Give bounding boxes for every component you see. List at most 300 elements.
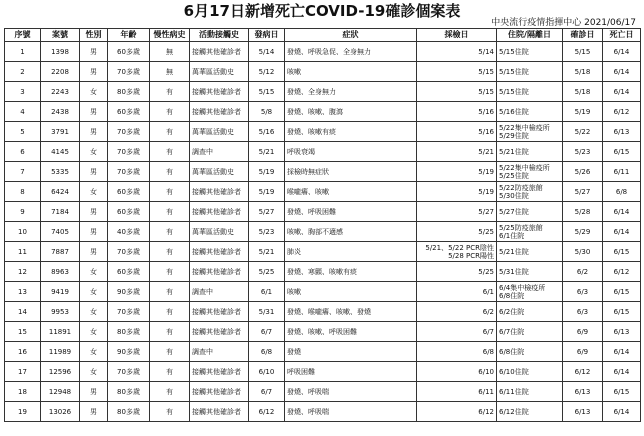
- cell-chronic: 有: [150, 402, 190, 422]
- cell-test: [417, 262, 497, 282]
- cell-test: [417, 302, 497, 322]
- cell-onset: 5/12: [249, 62, 285, 82]
- cell-death: 6/14: [603, 202, 641, 222]
- cell-test: [417, 162, 497, 182]
- cell-symptom: [285, 302, 417, 322]
- cell-symptom-line: 採檢時無症狀: [287, 167, 329, 176]
- cell-admit: [497, 282, 563, 302]
- cell-sex: 男: [80, 382, 108, 402]
- cell-symptom: [285, 262, 417, 282]
- cell-test: [417, 62, 497, 82]
- cell-case: 9953: [41, 302, 80, 322]
- cell-admit-line: 6/2住院: [499, 307, 525, 316]
- cell-age: 40多歲: [108, 222, 150, 242]
- cell-case: 7184: [41, 202, 80, 222]
- cell-case: 13026: [41, 402, 80, 422]
- cell-admit-line: 6/8住院: [499, 347, 525, 356]
- cell-seq: 12: [5, 262, 41, 282]
- header-col-sex: 性別: [80, 29, 108, 42]
- cell-age: 60多歲: [108, 262, 150, 282]
- cell-seq: 13: [5, 282, 41, 302]
- cell-confirm: 6/12: [563, 362, 603, 382]
- cell-chronic: 有: [150, 362, 190, 382]
- header-col-confirm: 確診日: [563, 29, 603, 42]
- cell-chronic: 有: [150, 282, 190, 302]
- cell-symptom: [285, 242, 417, 262]
- cell-sex: 女: [80, 362, 108, 382]
- table-row: [5, 162, 641, 182]
- cell-age: 70多歲: [108, 122, 150, 142]
- cell-symptom-line: 發燒、呼吸喘: [287, 387, 329, 396]
- cell-test-line: 5/16: [478, 127, 494, 136]
- table-row: [5, 62, 641, 82]
- cell-sex: 男: [80, 42, 108, 62]
- cell-symptom-line: 呼吸衰竭: [287, 147, 315, 156]
- cell-case: 11989: [41, 342, 80, 362]
- table-row: [5, 382, 641, 402]
- cell-test-line: 5/21: [478, 147, 494, 156]
- cell-test: [417, 202, 497, 222]
- cell-chronic: 有: [150, 302, 190, 322]
- cell-sex: 男: [80, 62, 108, 82]
- cell-admit-line: 5/22集中檢疫所: [499, 163, 550, 172]
- cell-test: [417, 122, 497, 142]
- cell-symptom-line: 咳嗽: [287, 287, 301, 296]
- cell-test-line: 5/19: [478, 167, 494, 176]
- cell-symptom-line: 發燒、喉嚨癢、咳嗽、發燒: [287, 307, 371, 316]
- cell-sex: 女: [80, 282, 108, 302]
- cell-confirm: 6/9: [563, 342, 603, 362]
- cell-death: 6/15: [603, 382, 641, 402]
- cell-symptom-line: 發燒、咳嗽、腹瀉: [287, 107, 343, 116]
- cell-test-line: 6/11: [478, 387, 494, 396]
- cell-admit: [497, 102, 563, 122]
- cell-chronic: 有: [150, 122, 190, 142]
- cell-case: 4145: [41, 142, 80, 162]
- cell-chronic: 有: [150, 142, 190, 162]
- cell-admit-line: 5/21住院: [499, 147, 529, 156]
- cell-death: 6/14: [603, 362, 641, 382]
- cell-admit-line: 5/29住院: [499, 131, 529, 140]
- cell-admit-line: 5/22防疫旅館: [499, 183, 543, 192]
- cell-chronic: 有: [150, 322, 190, 342]
- cell-case: 1398: [41, 42, 80, 62]
- cell-contact: 調查中: [190, 282, 249, 302]
- cell-test: [417, 382, 497, 402]
- cell-contact: 調查中: [190, 342, 249, 362]
- cell-onset: 5/31: [249, 302, 285, 322]
- cell-confirm: 5/18: [563, 82, 603, 102]
- cell-chronic: 有: [150, 102, 190, 122]
- header-col-chronic: 慢性病史: [150, 29, 190, 42]
- cell-seq: 14: [5, 302, 41, 322]
- cell-admit: [497, 322, 563, 342]
- table-row: [5, 202, 641, 222]
- cell-onset: 5/16: [249, 122, 285, 142]
- cell-death: 6/15: [603, 282, 641, 302]
- cell-confirm: 6/2: [563, 262, 603, 282]
- cell-age: 70多歲: [108, 142, 150, 162]
- cell-onset: 5/8: [249, 102, 285, 122]
- cell-test: [417, 342, 497, 362]
- cell-sex: 男: [80, 402, 108, 422]
- cell-onset: 5/19: [249, 162, 285, 182]
- cell-confirm: 6/3: [563, 282, 603, 302]
- cell-contact: 接觸其他確診者: [190, 302, 249, 322]
- cell-symptom-line: 發燒、咳嗽有痰: [287, 127, 336, 136]
- cell-death: 6/14: [603, 342, 641, 362]
- cell-contact: 接觸其他確診者: [190, 42, 249, 62]
- cell-symptom-line: 發燒、呼吸困難: [287, 207, 336, 216]
- cell-age: 70多歲: [108, 162, 150, 182]
- cell-confirm: 6/13: [563, 402, 603, 422]
- cell-contact: 萬華區活動史: [190, 62, 249, 82]
- cell-admit: [497, 382, 563, 402]
- cell-contact: 接觸其他確診者: [190, 362, 249, 382]
- cell-admit-line: 5/15住院: [499, 67, 529, 76]
- cell-chronic: 有: [150, 162, 190, 182]
- cell-seq: 3: [5, 82, 41, 102]
- table-row: [5, 182, 641, 202]
- cell-case: 2208: [41, 62, 80, 82]
- cell-test-line: 6/10: [478, 367, 494, 376]
- cell-death: 6/14: [603, 402, 641, 422]
- cell-symptom: [285, 282, 417, 302]
- cell-onset: 5/14: [249, 42, 285, 62]
- cell-admit-line: 6/4集中檢疫所: [499, 283, 546, 292]
- cell-confirm: 5/15: [563, 42, 603, 62]
- header-row: [5, 29, 641, 42]
- cell-admit: [497, 62, 563, 82]
- cell-symptom-line: 咳嗽、胸部不適感: [287, 227, 343, 236]
- table-row: [5, 402, 641, 422]
- cell-test: [417, 42, 497, 62]
- cell-admit-line: 6/8住院: [499, 291, 525, 300]
- cell-onset: 6/1: [249, 282, 285, 302]
- cell-death: 6/12: [603, 262, 641, 282]
- cell-admit-line: 5/31住院: [499, 267, 529, 276]
- cell-admit: [497, 42, 563, 62]
- cell-test: [417, 142, 497, 162]
- cell-case: 3791: [41, 122, 80, 142]
- cell-symptom-line: 呼吸困難: [287, 367, 315, 376]
- cell-onset: 5/21: [249, 242, 285, 262]
- cell-case: 8963: [41, 262, 80, 282]
- cell-chronic: 有: [150, 202, 190, 222]
- cell-sex: 男: [80, 222, 108, 242]
- table-row: [5, 302, 641, 322]
- cell-case: 12948: [41, 382, 80, 402]
- cell-contact: 接觸其他確診者: [190, 242, 249, 262]
- cell-case: 9419: [41, 282, 80, 302]
- header-col-test: 採檢日: [417, 29, 497, 42]
- cell-admit: [497, 342, 563, 362]
- cell-admit: [497, 222, 563, 242]
- case-table: [4, 28, 641, 422]
- cell-age: 70多歲: [108, 362, 150, 382]
- cell-symptom-line: 肺炎: [287, 247, 301, 256]
- cell-seq: 8: [5, 182, 41, 202]
- cell-admit-line: 5/16住院: [499, 107, 529, 116]
- cell-admit: [497, 162, 563, 182]
- cell-symptom: [285, 362, 417, 382]
- cell-test-line: 6/8: [482, 347, 494, 356]
- cell-admit: [497, 242, 563, 262]
- cell-admit-line: 5/15住院: [499, 87, 529, 96]
- table-row: [5, 222, 641, 242]
- cell-contact: 接觸其他確診者: [190, 322, 249, 342]
- cell-admit: [497, 182, 563, 202]
- cell-death: 6/8: [603, 182, 641, 202]
- cell-test: [417, 362, 497, 382]
- cell-test: [417, 282, 497, 302]
- cell-symptom-line: 發燒: [287, 347, 301, 356]
- cell-symptom-line: 發燒、咳嗽、呼吸困難: [287, 327, 357, 336]
- cell-symptom: [285, 402, 417, 422]
- cell-test-line: 5/28 PCR陽性: [448, 251, 494, 260]
- table-row: [5, 362, 641, 382]
- cell-death: 6/13: [603, 122, 641, 142]
- cell-onset: 6/8: [249, 342, 285, 362]
- cell-admit: [497, 302, 563, 322]
- cell-death: 6/14: [603, 82, 641, 102]
- cell-contact: 接觸其他確診者: [190, 262, 249, 282]
- cell-test-line: 5/15: [478, 87, 494, 96]
- cell-seq: 11: [5, 242, 41, 262]
- cell-test-line: 5/15: [478, 67, 494, 76]
- cell-seq: 10: [5, 222, 41, 242]
- cell-death: 6/15: [603, 142, 641, 162]
- header-col-age: 年齡: [108, 29, 150, 42]
- cell-symptom: [285, 342, 417, 362]
- cell-test-line: 6/1: [482, 287, 494, 296]
- cell-seq: 1: [5, 42, 41, 62]
- cell-sex: 女: [80, 142, 108, 162]
- cell-confirm: 5/29: [563, 222, 603, 242]
- cell-case: 6424: [41, 182, 80, 202]
- cell-admit: [497, 262, 563, 282]
- cell-admit-line: 6/10住院: [499, 367, 529, 376]
- cell-seq: 18: [5, 382, 41, 402]
- cell-death: 6/14: [603, 42, 641, 62]
- cell-seq: 6: [5, 142, 41, 162]
- cell-chronic: 有: [150, 342, 190, 362]
- cell-symptom: [285, 142, 417, 162]
- cell-sex: 男: [80, 122, 108, 142]
- cell-death: 6/14: [603, 222, 641, 242]
- cell-case: 7405: [41, 222, 80, 242]
- cell-admit-line: 5/25住院: [499, 171, 529, 180]
- cell-test: [417, 82, 497, 102]
- cell-confirm: 5/18: [563, 62, 603, 82]
- cell-sex: 女: [80, 322, 108, 342]
- cell-symptom: [285, 102, 417, 122]
- cell-seq: 2: [5, 62, 41, 82]
- cell-admit-line: 6/12住院: [499, 407, 529, 416]
- cell-seq: 9: [5, 202, 41, 222]
- cell-age: 80多歲: [108, 382, 150, 402]
- cell-age: 70多歲: [108, 302, 150, 322]
- cell-confirm: 6/9: [563, 322, 603, 342]
- cell-sex: 女: [80, 182, 108, 202]
- cell-test-line: 6/12: [478, 407, 494, 416]
- cell-sex: 女: [80, 342, 108, 362]
- cell-contact: 調查中: [190, 142, 249, 162]
- cell-admit-line: 6/7住院: [499, 327, 525, 336]
- table-row: [5, 142, 641, 162]
- cell-admit: [497, 402, 563, 422]
- cell-age: 80多歲: [108, 322, 150, 342]
- cell-symptom: [285, 182, 417, 202]
- cell-test: [417, 182, 497, 202]
- cell-symptom: [285, 222, 417, 242]
- cell-test-line: 5/21、5/22 PCR陰性: [425, 243, 494, 252]
- cell-case: 12596: [41, 362, 80, 382]
- cell-symptom: [285, 162, 417, 182]
- cell-seq: 17: [5, 362, 41, 382]
- cell-test-line: 6/2: [482, 307, 494, 316]
- cell-admit-line: 5/15住院: [499, 47, 529, 56]
- cell-death: 6/15: [603, 302, 641, 322]
- cell-age: 60多歲: [108, 102, 150, 122]
- cell-contact: 接觸其他確診者: [190, 102, 249, 122]
- cell-age: 70多歲: [108, 242, 150, 262]
- cell-admit: [497, 82, 563, 102]
- cell-symptom-line: 發燒、全身無力: [287, 87, 336, 96]
- cell-symptom-line: 喉嚨癢、咳嗽: [287, 187, 329, 196]
- cell-test: [417, 322, 497, 342]
- table-row: [5, 322, 641, 342]
- cell-test: [417, 102, 497, 122]
- cell-confirm: 6/3: [563, 302, 603, 322]
- cell-contact: 接觸其他確診者: [190, 382, 249, 402]
- cell-test-line: 5/14: [478, 47, 494, 56]
- cell-admit-line: 5/30住院: [499, 191, 529, 200]
- table-body: [5, 42, 641, 422]
- cell-admit: [497, 142, 563, 162]
- cell-age: 60多歲: [108, 202, 150, 222]
- cell-onset: 6/10: [249, 362, 285, 382]
- cell-symptom: [285, 62, 417, 82]
- cell-admit-line: 6/1住院: [499, 231, 525, 240]
- cell-confirm: 5/19: [563, 102, 603, 122]
- cell-onset: 5/25: [249, 262, 285, 282]
- cell-onset: 6/12: [249, 402, 285, 422]
- cell-symptom: [285, 82, 417, 102]
- cell-age: 60多歲: [108, 182, 150, 202]
- cell-death: 6/12: [603, 102, 641, 122]
- header-col-seq: 序號: [5, 29, 41, 42]
- header-col-death: 死亡日: [603, 29, 641, 42]
- cell-onset: 5/15: [249, 82, 285, 102]
- cell-admit-line: 5/22集中檢疫所: [499, 123, 550, 132]
- cell-case: 5335: [41, 162, 80, 182]
- page-title: 6月17日新增死亡COVID-19確診個案表: [183, 2, 461, 20]
- cell-onset: 6/7: [249, 382, 285, 402]
- cell-chronic: 有: [150, 222, 190, 242]
- cell-test-line: 6/7: [482, 327, 494, 336]
- cell-seq: 7: [5, 162, 41, 182]
- cell-confirm: 5/22: [563, 122, 603, 142]
- cell-confirm: 5/28: [563, 202, 603, 222]
- cell-seq: 4: [5, 102, 41, 122]
- header-col-contact: 活動接觸史: [190, 29, 249, 42]
- header-col-case: 案號: [41, 29, 80, 42]
- cell-death: 6/13: [603, 322, 641, 342]
- cell-admit: [497, 202, 563, 222]
- cell-onset: 5/21: [249, 142, 285, 162]
- cell-symptom: [285, 122, 417, 142]
- cell-symptom-line: 發燒、呼吸喘: [287, 407, 329, 416]
- cell-age: 80多歲: [108, 82, 150, 102]
- source-note: 中央流行疫情指揮中心 2021/06/17: [491, 18, 636, 28]
- cell-age: 90多歲: [108, 282, 150, 302]
- cell-contact: 接觸其他確診者: [190, 82, 249, 102]
- cell-test: [417, 402, 497, 422]
- cell-confirm: 5/27: [563, 182, 603, 202]
- cell-admit-line: 5/25防疫旅館: [499, 223, 543, 232]
- cell-chronic: 有: [150, 382, 190, 402]
- cell-death: 6/14: [603, 62, 641, 82]
- cell-onset: 5/23: [249, 222, 285, 242]
- table-row: [5, 82, 641, 102]
- cell-symptom: [285, 382, 417, 402]
- cell-sex: 男: [80, 162, 108, 182]
- header-col-onset: 發病日: [249, 29, 285, 42]
- cell-symptom: [285, 322, 417, 342]
- cell-sex: 男: [80, 102, 108, 122]
- table-row: [5, 122, 641, 142]
- cell-sex: 女: [80, 302, 108, 322]
- cell-confirm: 5/23: [563, 142, 603, 162]
- cell-admit-line: 5/21住院: [499, 247, 529, 256]
- cell-contact: 接觸其他確診者: [190, 402, 249, 422]
- table-row: [5, 42, 641, 62]
- cell-onset: 6/7: [249, 322, 285, 342]
- cell-case: 7887: [41, 242, 80, 262]
- cell-chronic: 有: [150, 182, 190, 202]
- cell-sex: 女: [80, 82, 108, 102]
- cell-contact: 萬華區活動史: [190, 122, 249, 142]
- cell-symptom-line: 咳嗽: [287, 67, 301, 76]
- cell-case: 2438: [41, 102, 80, 122]
- cell-symptom: [285, 42, 417, 62]
- table-row: [5, 282, 641, 302]
- cell-test-line: 5/25: [478, 227, 494, 236]
- cell-contact: 萬華區活動史: [190, 222, 249, 242]
- cell-confirm: 5/26: [563, 162, 603, 182]
- table-row: [5, 242, 641, 262]
- cell-test-line: 5/27: [478, 207, 494, 216]
- cell-test: [417, 222, 497, 242]
- cell-contact: 萬華區活動史: [190, 162, 249, 182]
- cell-symptom-line: 發燒、呼吸急促、全身無力: [287, 47, 371, 56]
- cell-contact: 接觸其他確診者: [190, 202, 249, 222]
- cell-age: 90多歲: [108, 342, 150, 362]
- cell-test-line: 5/16: [478, 107, 494, 116]
- cell-contact: 接觸其他確診者: [190, 182, 249, 202]
- cell-confirm: 6/13: [563, 382, 603, 402]
- cell-seq: 16: [5, 342, 41, 362]
- cell-seq: 15: [5, 322, 41, 342]
- cell-age: 70多歲: [108, 62, 150, 82]
- cell-age: 80多歲: [108, 402, 150, 422]
- cell-admit-line: 5/27住院: [499, 207, 529, 216]
- cell-test-line: 5/25: [478, 267, 494, 276]
- table-row: [5, 262, 641, 282]
- cell-case: 11891: [41, 322, 80, 342]
- cell-chronic: 有: [150, 242, 190, 262]
